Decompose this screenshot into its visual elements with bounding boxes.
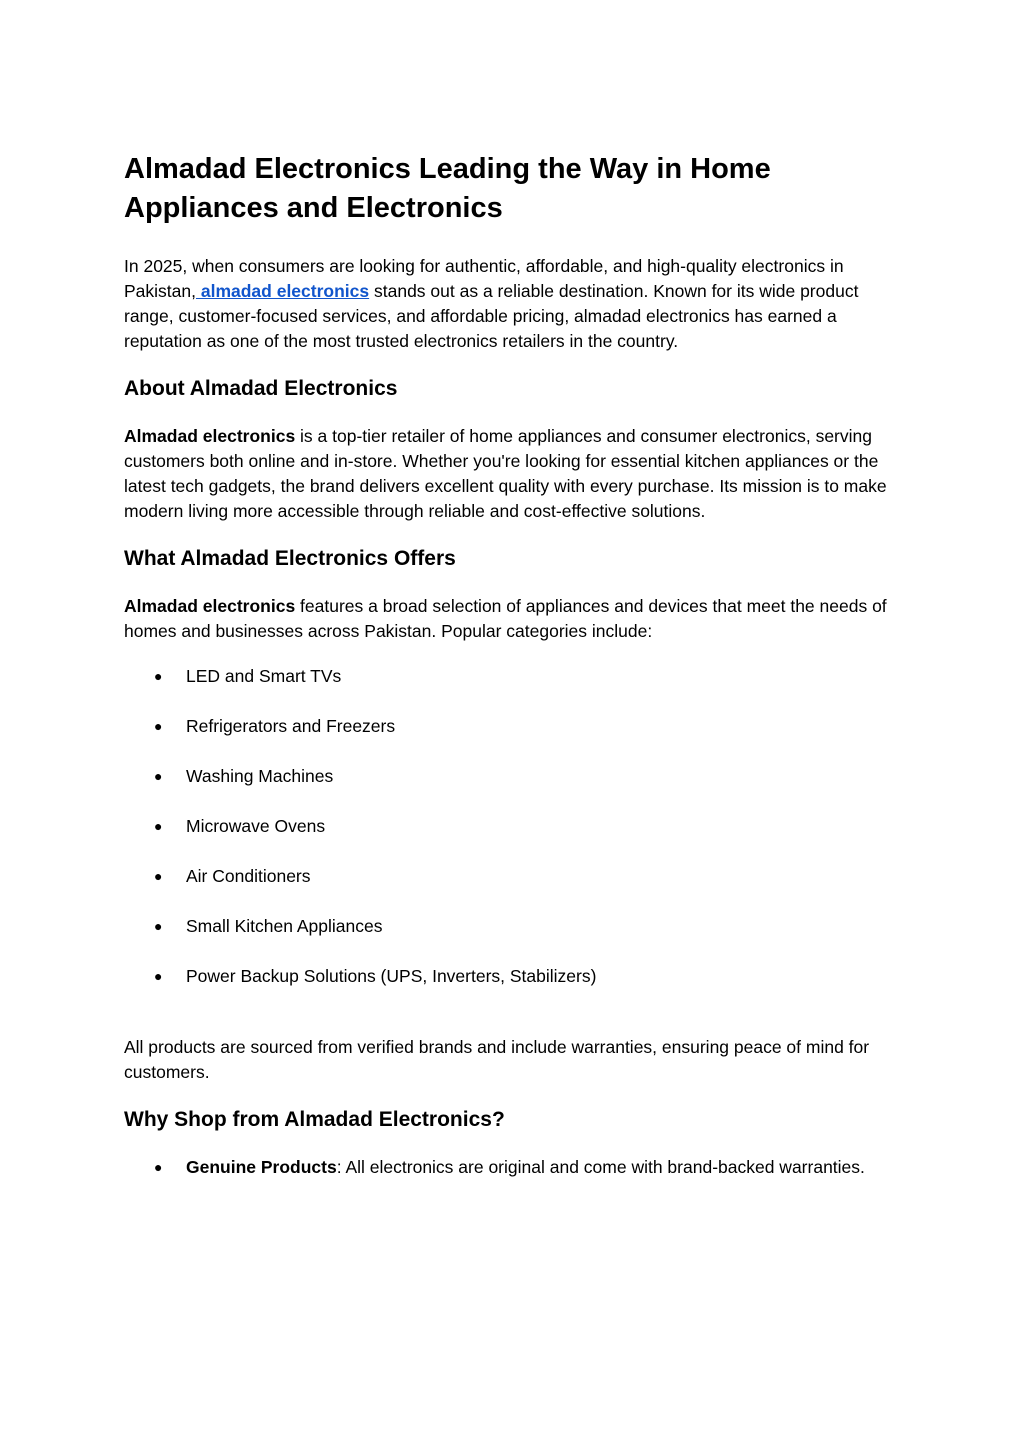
offers-text: features a broad selection of appliances and devices that meet the needs of homes and businesses across Pakistan. Popular categories include: — [124, 596, 887, 641]
bullet-icon: ● — [154, 918, 163, 934]
list-item — [124, 714, 894, 739]
bullet-icon: ● — [154, 668, 163, 684]
about-paragraph — [124, 424, 894, 524]
about-text: is a top-tier retailer of home appliances and consumer electronics, serving customers both online and in-store. Whether you're looking for essential kitchen appliances or the latest tech gadgets, the brand delivers excellent quality with every purchase. Its mission is to make modern living more accessible through reliable and cost-effective solutions. — [124, 426, 887, 521]
list-item — [124, 914, 894, 939]
why-list — [124, 1155, 894, 1180]
category-list — [124, 664, 894, 989]
list-item — [124, 814, 894, 839]
bullet-icon: ● — [154, 718, 163, 734]
warranty-paragraph: All products are sourced from verified brands and include warranties, ensuring peace of mind for customers. — [124, 1037, 870, 1082]
intro-paragraph — [124, 254, 894, 354]
document-page — [124, 150, 894, 1180]
bullet-icon: ● — [154, 1159, 163, 1175]
offers-heading: What Almadad Electronics Offers — [124, 547, 456, 570]
about-heading: About Almadad Electronics — [124, 377, 398, 400]
intro-text-end: stands out as a reliable destination. Known for its wide product range, customer-focused services, and affordable pricing, almadad electronics has earned a reputation as one of the most trusted electronics retailers in the country. — [124, 281, 859, 351]
about-bold-lead: Almadad electronics — [124, 426, 296, 446]
bullet-icon: ● — [154, 818, 163, 834]
why-item-text: : All electronics are original and come with brand-backed warranties. — [336, 1157, 865, 1177]
list-item — [124, 864, 894, 889]
offers-bold-lead: Almadad electronics — [124, 596, 296, 616]
list-item-label: Power Backup Solutions (UPS, Inverters, Stabilizers) — [186, 966, 597, 986]
almadad-electronics-link[interactable]: almadad electronics — [195, 281, 370, 301]
list-item-label: Washing Machines — [186, 766, 334, 786]
list-item-label: LED and Smart TVs — [186, 666, 342, 686]
bullet-icon: ● — [154, 968, 163, 984]
intro-text-start: In 2025, when consumers are looking for authentic, affordable, and high-quality electronics in Pakistan, — [124, 256, 844, 301]
list-item-label: Microwave Ovens — [186, 816, 326, 836]
list-item — [124, 764, 894, 789]
list-item-label: Air Conditioners — [186, 866, 311, 886]
list-item-label: Small Kitchen Appliances — [186, 916, 383, 936]
page-title: Almadad Electronics Leading the Way in Home Appliances and Electronics — [124, 153, 771, 224]
list-item — [124, 964, 894, 989]
bullet-icon: ● — [154, 768, 163, 784]
list-item-label: Refrigerators and Freezers — [186, 716, 396, 736]
list-item — [124, 664, 894, 689]
why-heading: Why Shop from Almadad Electronics? — [124, 1108, 505, 1131]
bullet-icon: ● — [154, 868, 163, 884]
list-item — [124, 1155, 894, 1180]
offers-paragraph — [124, 594, 894, 644]
why-item-bold: Genuine Products — [186, 1157, 337, 1177]
